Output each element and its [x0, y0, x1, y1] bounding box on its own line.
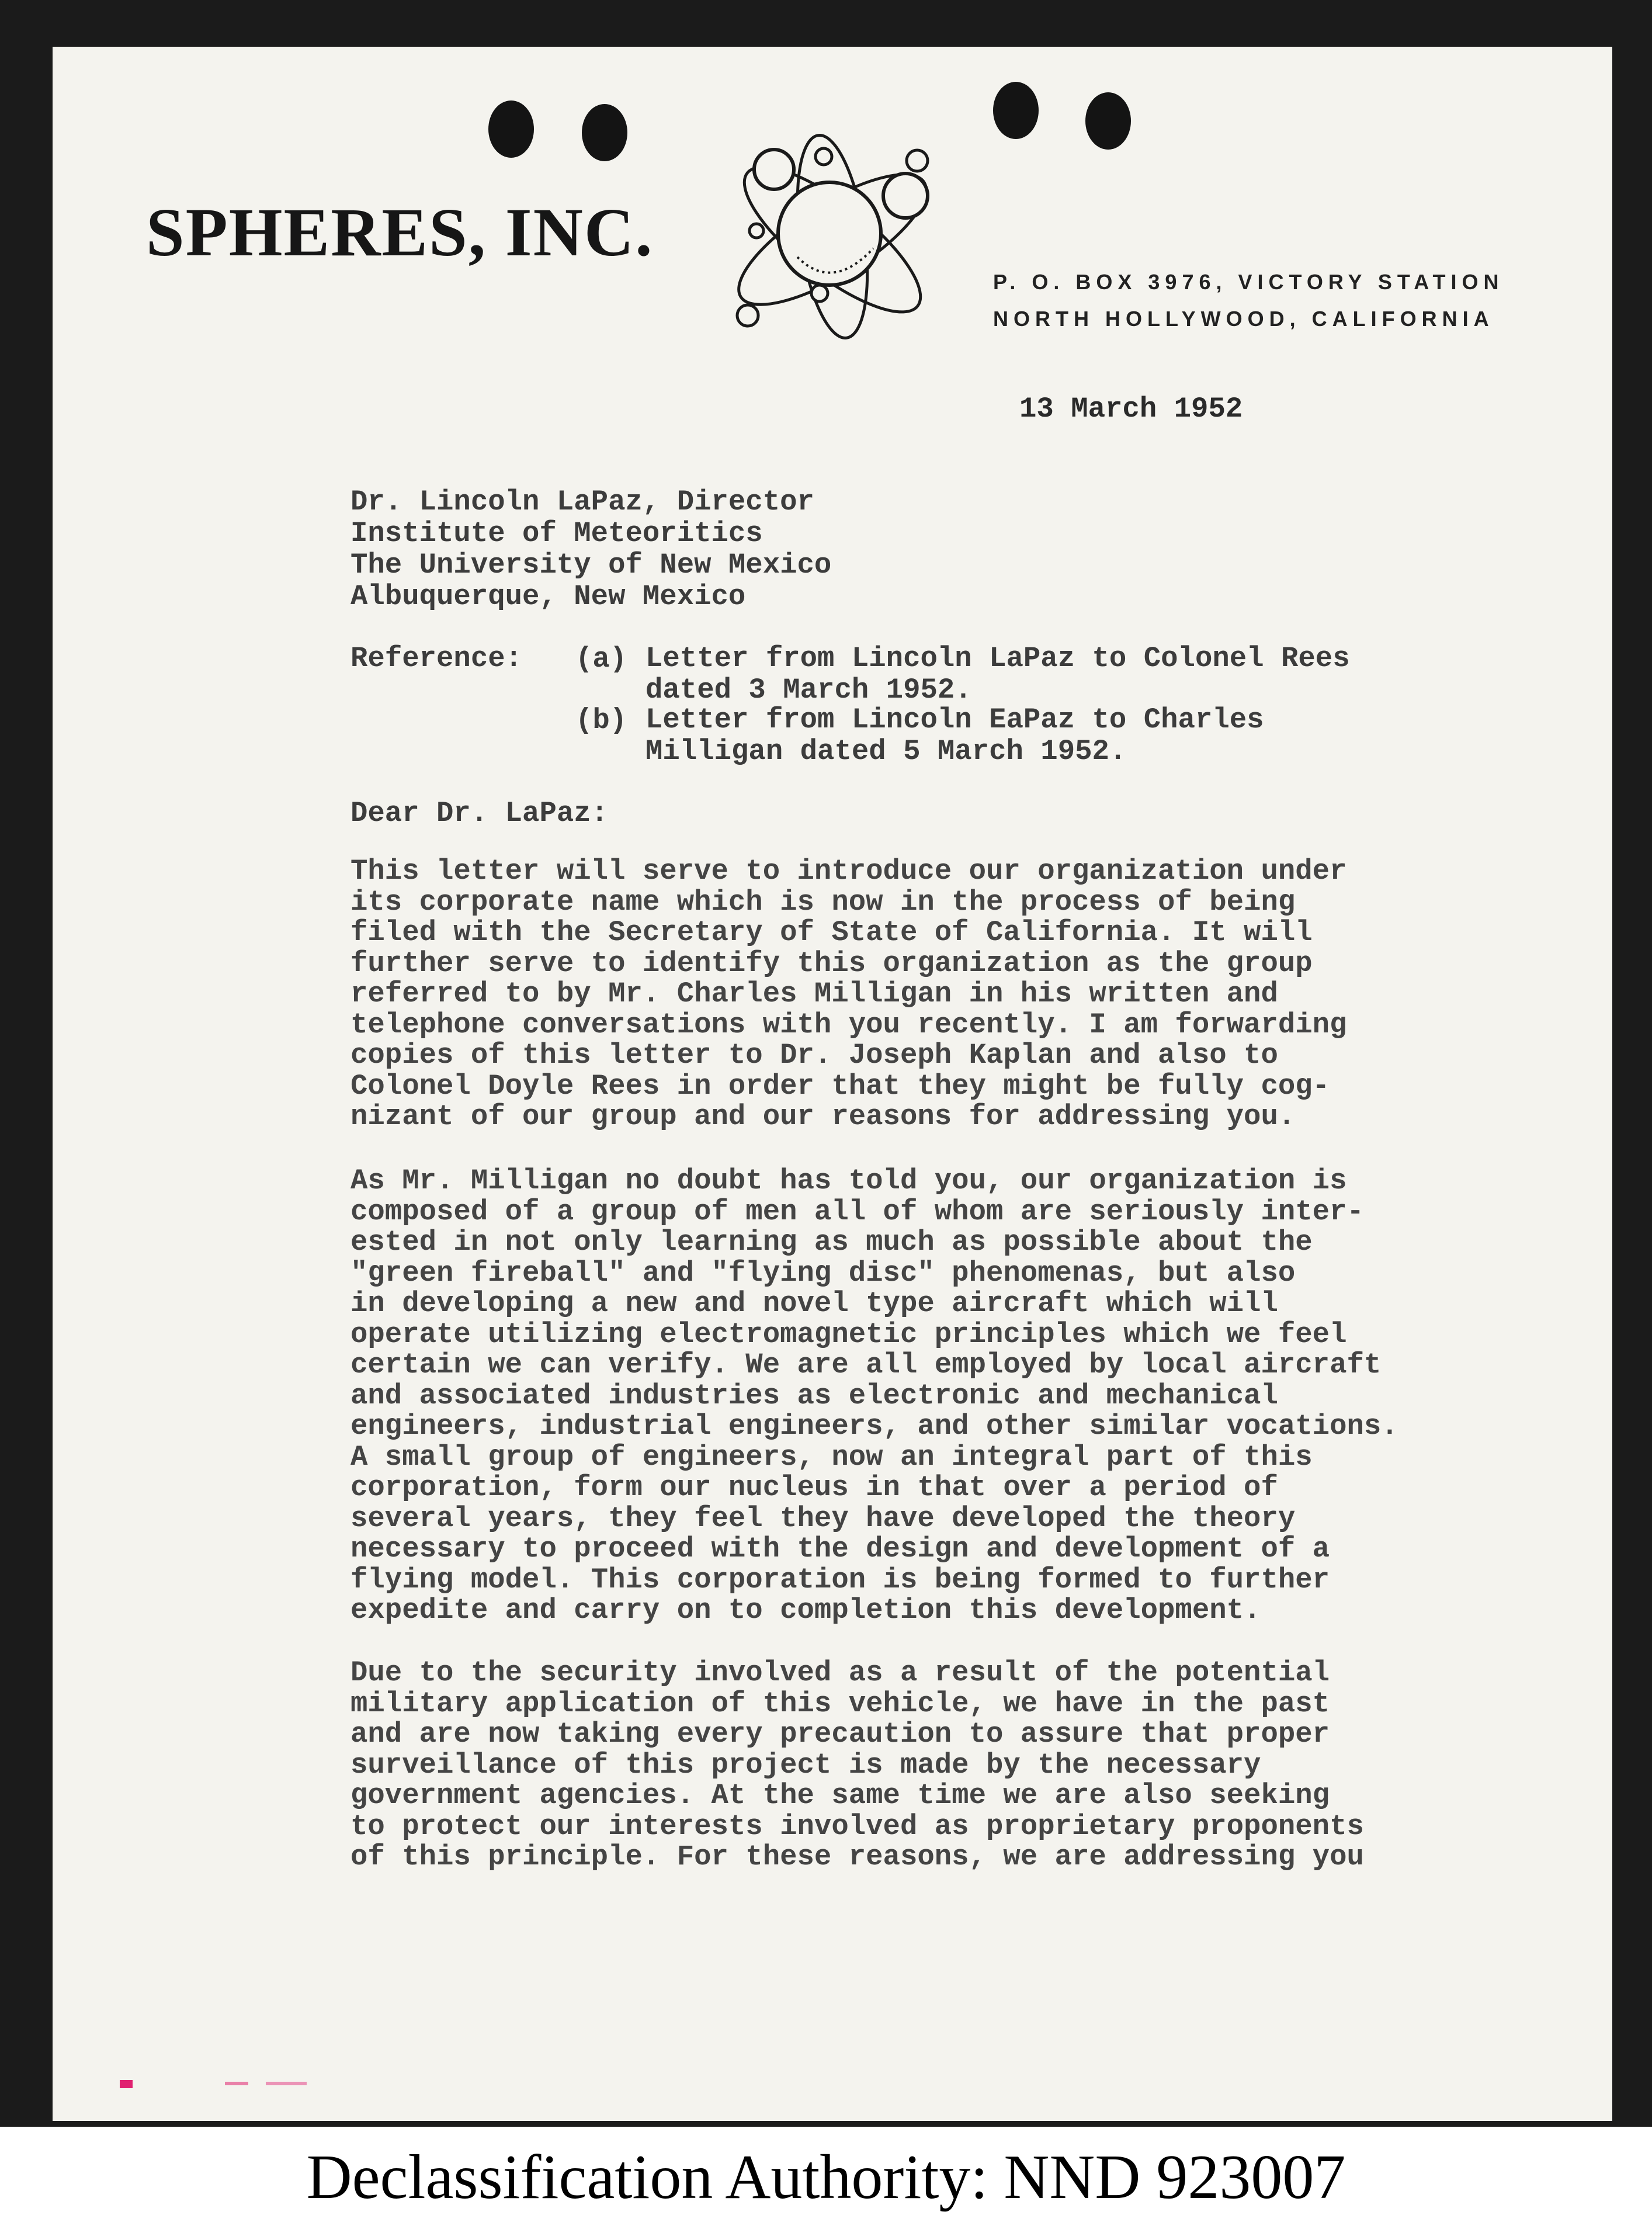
punch-hole: [993, 82, 1039, 139]
reference-line: Letter from Lincoln EaPaz to Charles: [645, 703, 1264, 736]
recipient-line: Dr. Lincoln LaPaz, Director: [350, 486, 814, 518]
paragraph-line: expedite and carry on to completion this development.: [350, 1594, 1261, 1627]
paragraph-line: "green fireball" and "flying disc" phenomenas, but also: [350, 1256, 1296, 1289]
paragraph-line: operate utilizing electromagnetic principles which we feel: [350, 1318, 1347, 1351]
reference-item-text: [645, 643, 1350, 706]
paragraph-line: Colonel Doyle Rees in order that they might be fully cog-: [350, 1069, 1330, 1103]
declassification-footer: Declassification Authority: NND 923007: [306, 2143, 1346, 2212]
paragraph-line: military application of this vehicle, we have in the past: [350, 1687, 1330, 1720]
ink-mark: [225, 2082, 248, 2085]
paragraph-line: copies of this letter to Dr. Joseph Kaplan and also to: [350, 1039, 1278, 1072]
reference-item-mark: (b): [575, 704, 627, 737]
punch-hole: [488, 100, 534, 158]
reference-line: Milligan dated 5 March 1952.: [645, 735, 1127, 768]
paragraph-line: composed of a group of men all of whom are seriously inter-: [350, 1195, 1364, 1228]
paragraph-line: flying model. This corporation is being formed to further: [350, 1563, 1330, 1596]
paragraph-line: several years, they feel they have developed the theory: [350, 1502, 1296, 1535]
paragraph-line: government agencies. At the same time we are also seeking: [350, 1779, 1330, 1812]
recipient-line: Institute of Meteoritics: [350, 517, 763, 550]
recipient-line: The University of New Mexico: [350, 549, 832, 581]
paragraph-line: its corporate name which is now in the process of being: [350, 885, 1296, 918]
paragraph-line: As Mr. Milligan no doubt has told you, our organization is: [350, 1164, 1347, 1197]
recipient-address: [350, 486, 831, 612]
recipient-line: Albuquerque, New Mexico: [350, 580, 746, 613]
paragraph-line: further serve to identify this organization as the group: [350, 947, 1313, 980]
reference-item-mark: (a): [575, 643, 627, 675]
paragraph-line: nizant of our group and our reasons for addressing you.: [350, 1100, 1296, 1133]
salutation: Dear Dr. LaPaz:: [350, 797, 609, 830]
paragraph-line: certain we can verify. We are all employed by local aircraft: [350, 1348, 1382, 1381]
reference-item-text: [645, 704, 1264, 767]
paragraph-line: and associated industries as electronic and mechanical: [350, 1379, 1278, 1412]
paragraph-line: Due to the security involved as a result of the potential: [350, 1656, 1330, 1689]
paragraph-line: of this principle. For these reasons, we are addressing you: [350, 1840, 1364, 1873]
ink-mark: [266, 2082, 307, 2085]
paragraph-line: telephone conversations with you recently. I am forwarding: [350, 1008, 1347, 1041]
letterhead-address-line-2: NORTH HOLLYWOOD, CALIFORNIA: [993, 307, 1494, 331]
paragraph-line: necessary to proceed with the design and development of a: [350, 1533, 1330, 1565]
paragraph-line: in developing a new and novel type aircraft which will: [350, 1287, 1278, 1320]
body-paragraph: [350, 1658, 1364, 1873]
reference-line: dated 3 March 1952.: [645, 674, 972, 706]
atom-spheres-logo-icon: [716, 123, 949, 345]
body-paragraph: [350, 1166, 1398, 1626]
paragraph-line: surveillance of this project is made by the necessary: [350, 1748, 1261, 1781]
reference-label: Reference:: [350, 642, 523, 675]
paragraph-line: filed with the Secretary of State of California. It will: [350, 916, 1313, 949]
body-paragraph: [350, 856, 1346, 1132]
paragraph-line: engineers, industrial engineers, and other similar vocations.: [350, 1410, 1398, 1443]
paragraph-line: This letter will serve to introduce our organization under: [350, 855, 1347, 888]
reference-line: Letter from Lincoln LaPaz to Colonel Rees: [645, 642, 1350, 675]
letter-date: 13 March 1952: [1019, 393, 1243, 425]
punch-hole: [1085, 92, 1131, 150]
paragraph-line: ested in not only learning as much as possible about the: [350, 1226, 1313, 1259]
paragraph-line: A small group of engineers, now an integral part of this: [350, 1440, 1313, 1474]
paragraph-line: referred to by Mr. Charles Milligan in his written and: [350, 977, 1278, 1010]
paragraph-line: corporation, form our nucleus in that over a period of: [350, 1471, 1278, 1504]
company-name: SPHERES, INC.: [146, 194, 654, 271]
ink-mark: [120, 2080, 133, 2088]
paragraph-line: to protect our interests involved as proprietary proponents: [350, 1809, 1364, 1843]
letterhead-address-line-1: P. O. BOX 3976, VICTORY STATION: [993, 270, 1504, 294]
paragraph-line: and are now taking every precaution to assure that proper: [350, 1718, 1330, 1750]
punch-hole: [582, 104, 627, 161]
